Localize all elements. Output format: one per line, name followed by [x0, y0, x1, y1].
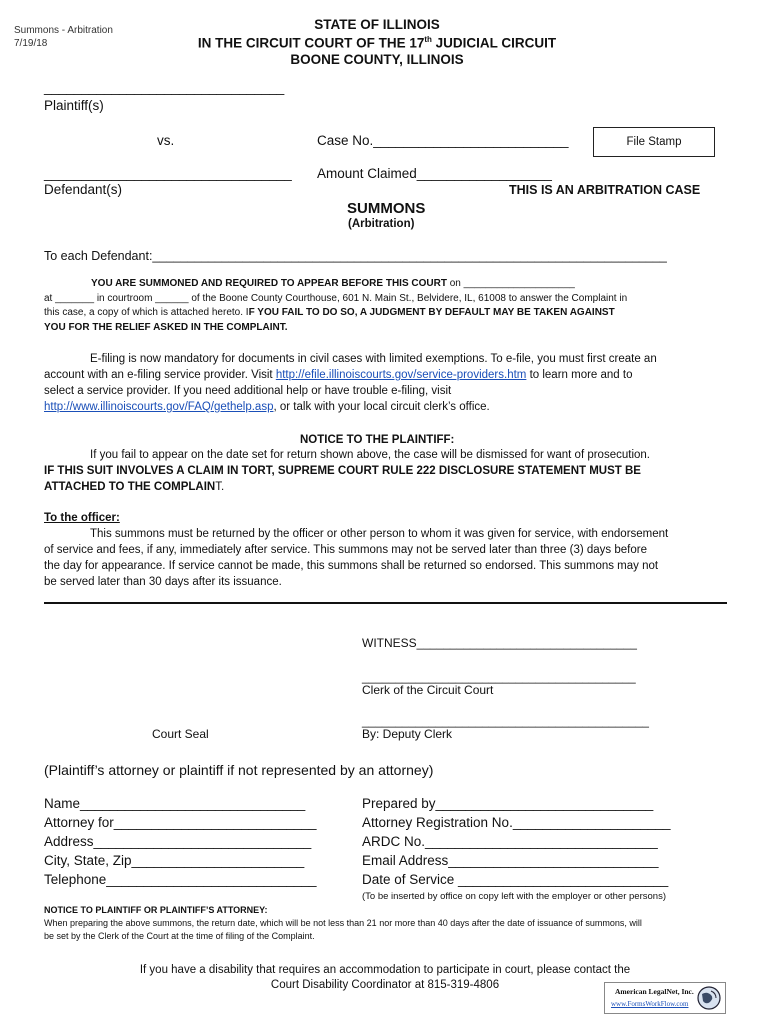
summoned-paragraph: [44, 277, 712, 335]
efiling-paragraph: [44, 351, 712, 415]
header-court-sup: th: [424, 35, 432, 44]
form-code-title: Summons - Arbitration: [14, 25, 113, 36]
disability-line1: If you have a disability that requires an accommodation to participate in court, please contact the: [139, 964, 631, 976]
notice-attorney-paragraph: [44, 904, 712, 943]
to-each-defendant-field[interactable]: To each Defendant:__________________________________________________________________________: [44, 249, 667, 263]
summons-subtitle: (Arbitration): [348, 218, 415, 230]
notice-plaintiff-line1: If you fail to appear on the date set for return shown above, the case will be dismissed for want of prosecution.: [90, 449, 650, 461]
efiling-line1: E-filing is now mandatory for documents in civil cases with limited exemptions. To e-file, you must first create an: [90, 353, 657, 365]
efile-providers-link[interactable]: http://efile.illinoiscourts.gov/service-providers.htm: [275, 369, 527, 381]
arbitration-notice: THIS IS AN ARBITRATION CASE: [509, 183, 701, 197]
summoned-line3a: this case, a copy of which is attached hereto. I: [44, 307, 249, 318]
telephone-field[interactable]: Telephone____________________________: [44, 872, 317, 887]
header-county: BOONE COUNTY, ILLINOIS: [290, 52, 464, 67]
officer-paragraph: [44, 510, 712, 590]
plaintiff-label: Plaintiff(s): [44, 98, 104, 113]
officer-line1: This summons must be returned by the officer or other person to whom it was given for service, with endorsement: [90, 528, 669, 540]
summoned-line2: at _______ in courtroom ______ of the Boone County Courthouse, 601 N. Main St., Belvidere, IL, 61008 to answer the Complaint in: [44, 292, 628, 304]
globe-icon: [696, 985, 722, 1011]
plaintiff-line[interactable]: ________________________________: [44, 80, 285, 95]
notice-attorney-line1: When preparing the above summons, the return date, which will be not less than 21 nor more than 40 days after the date of issuance of summons, will: [44, 918, 642, 928]
ardc-field[interactable]: ARDC No._______________________________: [362, 834, 658, 849]
witness-field[interactable]: WITNESS_________________________________: [362, 636, 637, 650]
deputy-clerk-label: By: Deputy Clerk: [362, 727, 453, 741]
notice-plaintiff-paragraph: [44, 447, 712, 495]
date-of-service-field[interactable]: Date of Service ____________________________: [362, 872, 669, 887]
form-code-date: 7/19/18: [14, 38, 48, 49]
notice-plaintiff-line3b: T.: [215, 481, 225, 493]
vs-label: vs.: [157, 133, 175, 148]
summoned-line4: YOU FOR THE RELIEF ASKED IN THE COMPLAINT.: [44, 321, 288, 333]
officer-line4: be served later than 30 days after its issuance.: [44, 576, 282, 588]
prepared-by-field[interactable]: Prepared by_____________________________: [362, 796, 654, 811]
header-court: [0, 35, 762, 51]
section-divider: [44, 602, 727, 604]
gethelp-link[interactable]: http://www.illinoiscourts.gov/FAQ/gethelp.asp: [44, 401, 274, 413]
attorney-for-field[interactable]: Attorney for___________________________: [44, 815, 317, 830]
court-seal-label: Court Seal: [152, 727, 209, 741]
logo-line1: American LegalNet, Inc.: [615, 987, 694, 996]
email-field[interactable]: Email Address____________________________: [362, 853, 659, 868]
american-legalnet-logo[interactable]: [604, 982, 726, 1014]
deputy-clerk-line[interactable]: ___________________________________________: [362, 714, 649, 728]
summoned-on: on ____________________: [446, 278, 575, 289]
defendant-line[interactable]: _________________________________: [44, 166, 292, 181]
notice-attorney-line2: be set by the Clerk of the Court at the time of filing of the Complaint.: [44, 931, 315, 941]
attorney-heading: (Plaintiff’s attorney or plaintiff if not represented by an attorney): [44, 762, 434, 778]
efiling-line3: select a service provider. If you need additional help or have trouble e-filing, visit: [44, 385, 452, 397]
logo-line2[interactable]: www.FormsWorkFlow.com: [611, 1000, 689, 1008]
summoned-line3b: F YOU FAIL TO DO SO, A JUDGMENT BY DEFAULT MAY BE TAKEN AGAINST: [248, 307, 615, 318]
date-service-note: (To be inserted by office on copy left with the employer or other persons): [362, 891, 666, 902]
clerk-label: Clerk of the Circuit Court: [362, 683, 494, 697]
header-court-pre: IN THE CIRCUIT COURT OF THE 17: [197, 35, 425, 51]
file-stamp-box: File Stamp: [593, 127, 715, 157]
city-state-zip-field[interactable]: City, State, Zip_______________________: [44, 853, 305, 868]
efiling-line2a: account with an e-filing service provider. Visit: [44, 369, 276, 381]
clerk-signature-line[interactable]: _________________________________________: [362, 670, 636, 684]
notice-plaintiff-heading: NOTICE TO THE PLAINTIFF:: [300, 434, 455, 446]
officer-line3: the day for appearance. If service cannot be made, this summons shall be returned so endorsed. This summons may not: [44, 560, 659, 572]
efiling-line4b: , or talk with your local circuit clerk’s office.: [273, 401, 490, 413]
notice-attorney-heading: NOTICE TO PLAINTIFF OR PLAINTIFF’S ATTORNEY:: [44, 905, 268, 915]
notice-plaintiff-line3a: ATTACHED TO THE COMPLAIN: [44, 481, 216, 493]
header-court-post: JUDICIAL CIRCUIT: [431, 35, 557, 51]
officer-line2: of service and fees, if any, immediately after service. This summons may not be served later than three (3) days before: [44, 544, 647, 556]
address-field[interactable]: Address_____________________________: [44, 834, 312, 849]
header-state: STATE OF ILLINOIS: [314, 17, 440, 32]
disability-line2: Court Disability Coordinator at 815-319-4806: [270, 979, 500, 991]
defendant-label: Defendant(s): [44, 182, 123, 197]
case-number-field[interactable]: Case No.__________________________: [317, 133, 569, 148]
summons-title: SUMMONS: [347, 200, 426, 217]
amount-claimed-field[interactable]: Amount Claimed__________________: [317, 166, 552, 181]
registration-field[interactable]: Attorney Registration No._____________________: [362, 815, 671, 830]
attorney-name-field[interactable]: Name______________________________: [44, 796, 306, 811]
efiling-line2b: to learn more and to: [526, 369, 633, 381]
officer-heading: To the officer:: [44, 512, 120, 524]
summoned-lead: YOU ARE SUMMONED AND REQUIRED TO APPEAR BEFORE THIS COURT: [91, 278, 447, 289]
notice-plaintiff-line2: IF THIS SUIT INVOLVES A CLAIM IN TORT, SUPREME COURT RULE 222 DISCLOSURE STATEMENT MUST BE: [44, 465, 641, 477]
